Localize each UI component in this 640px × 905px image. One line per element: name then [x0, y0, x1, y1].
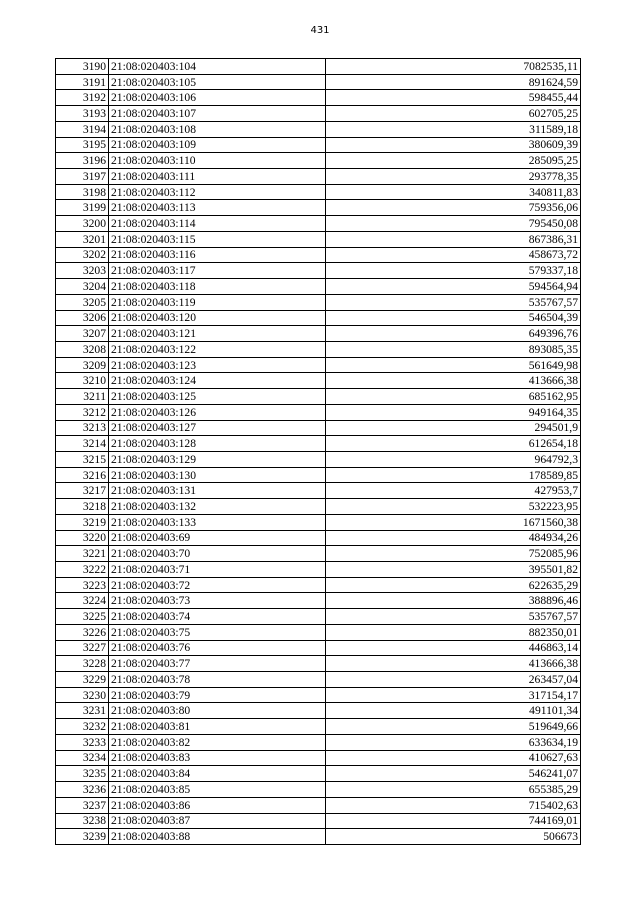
table-row — [56, 562, 581, 578]
table-row — [56, 656, 581, 672]
table-row — [56, 420, 581, 436]
cadastral-number-cell: 21:08:020403:104 — [109, 59, 326, 75]
table-row — [56, 703, 581, 719]
row-number-cell: 3236 — [56, 782, 109, 798]
row-number-cell: 3217 — [56, 483, 109, 499]
cadastral-value-cell: 602705,25 — [326, 106, 581, 122]
row-number-cell: 3231 — [56, 703, 109, 719]
cadastral-number-cell: 21:08:020403:131 — [109, 483, 326, 499]
row-number-cell: 3201 — [56, 231, 109, 247]
cadastral-number-cell: 21:08:020403:70 — [109, 546, 326, 562]
cadastral-number-cell: 21:08:020403:74 — [109, 609, 326, 625]
cadastral-number-cell: 21:08:020403:84 — [109, 766, 326, 782]
table-row — [56, 121, 581, 137]
table-row — [56, 499, 581, 515]
cadastral-value-cell: 446863,14 — [326, 640, 581, 656]
cadastral-number-cell: 21:08:020403:128 — [109, 436, 326, 452]
cadastral-number-cell: 21:08:020403:121 — [109, 326, 326, 342]
row-number-cell: 3235 — [56, 766, 109, 782]
cadastral-number-cell: 21:08:020403:72 — [109, 577, 326, 593]
table-row — [56, 373, 581, 389]
cadastral-number-cell: 21:08:020403:124 — [109, 373, 326, 389]
table-row — [56, 294, 581, 310]
cadastral-value-cell: 893085,35 — [326, 341, 581, 357]
row-number-cell: 3198 — [56, 184, 109, 200]
row-number-cell: 3216 — [56, 467, 109, 483]
cadastral-number-cell: 21:08:020403:130 — [109, 467, 326, 483]
cadastral-value-cell: 759356,06 — [326, 200, 581, 216]
cadastral-number-cell: 21:08:020403:114 — [109, 216, 326, 232]
table-row — [56, 74, 581, 90]
table-row — [56, 782, 581, 798]
table-row — [56, 734, 581, 750]
cadastral-value-cell: 317154,17 — [326, 687, 581, 703]
cadastral-number-cell: 21:08:020403:123 — [109, 357, 326, 373]
cadastral-number-cell: 21:08:020403:108 — [109, 121, 326, 137]
row-number-cell: 3204 — [56, 279, 109, 295]
row-number-cell: 3229 — [56, 672, 109, 688]
cadastral-value-cell: 867386,31 — [326, 231, 581, 247]
cadastral-value-cell: 293778,35 — [326, 169, 581, 185]
cadastral-value-cell: 388896,46 — [326, 593, 581, 609]
row-number-cell: 3191 — [56, 74, 109, 90]
cadastral-number-cell: 21:08:020403:105 — [109, 74, 326, 90]
table-row — [56, 404, 581, 420]
row-number-cell: 3230 — [56, 687, 109, 703]
cadastral-number-cell: 21:08:020403:78 — [109, 672, 326, 688]
row-number-cell: 3207 — [56, 326, 109, 342]
cadastral-number-cell: 21:08:020403:80 — [109, 703, 326, 719]
cadastral-value-cell: 178589,85 — [326, 467, 581, 483]
row-number-cell: 3228 — [56, 656, 109, 672]
cadastral-value-cell: 410627,63 — [326, 750, 581, 766]
row-number-cell: 3190 — [56, 59, 109, 75]
row-number-cell: 3199 — [56, 200, 109, 216]
row-number-cell: 3237 — [56, 797, 109, 813]
cadastral-number-cell: 21:08:020403:115 — [109, 231, 326, 247]
row-number-cell: 3209 — [56, 357, 109, 373]
cadastral-value-cell: 633634,19 — [326, 734, 581, 750]
table-row — [56, 577, 581, 593]
row-number-cell: 3208 — [56, 341, 109, 357]
cadastral-number-cell: 21:08:020403:122 — [109, 341, 326, 357]
table-row — [56, 357, 581, 373]
cadastral-value-cell: 964792,3 — [326, 451, 581, 467]
cadastral-value-cell: 380609,39 — [326, 137, 581, 153]
cadastral-value-cell: 949164,35 — [326, 404, 581, 420]
cadastral-value-cell: 795450,08 — [326, 216, 581, 232]
cadastral-value-cell: 519649,66 — [326, 719, 581, 735]
table-row — [56, 153, 581, 169]
cadastral-number-cell: 21:08:020403:76 — [109, 640, 326, 656]
cadastral-value-cell: 491101,34 — [326, 703, 581, 719]
cadastral-value-cell: 612654,18 — [326, 436, 581, 452]
row-number-cell: 3203 — [56, 263, 109, 279]
row-number-cell: 3205 — [56, 294, 109, 310]
row-number-cell: 3197 — [56, 169, 109, 185]
cadastral-value-cell: 622635,29 — [326, 577, 581, 593]
row-number-cell: 3194 — [56, 121, 109, 137]
cadastral-value-cell: 427953,7 — [326, 483, 581, 499]
cadastral-value-cell: 413666,38 — [326, 373, 581, 389]
row-number-cell: 3226 — [56, 624, 109, 640]
cadastral-value-cell: 535767,57 — [326, 294, 581, 310]
cadastral-value-cell: 649396,76 — [326, 326, 581, 342]
table-row — [56, 59, 581, 75]
table-row — [56, 310, 581, 326]
cadastral-number-cell: 21:08:020403:85 — [109, 782, 326, 798]
table-row — [56, 514, 581, 530]
cadastral-value-cell: 685162,95 — [326, 389, 581, 405]
row-number-cell: 3238 — [56, 813, 109, 829]
row-number-cell: 3239 — [56, 829, 109, 845]
row-number-cell: 3219 — [56, 514, 109, 530]
row-number-cell: 3222 — [56, 562, 109, 578]
cadastral-number-cell: 21:08:020403:82 — [109, 734, 326, 750]
table-row — [56, 451, 581, 467]
cadastral-number-cell: 21:08:020403:127 — [109, 420, 326, 436]
cadastral-number-cell: 21:08:020403:69 — [109, 530, 326, 546]
cadastral-number-cell: 21:08:020403:77 — [109, 656, 326, 672]
table-body — [56, 59, 581, 845]
cadastral-value-cell: 715402,63 — [326, 797, 581, 813]
cadastral-value-cell: 340811,83 — [326, 184, 581, 200]
cadastral-value-cell: 7082535,11 — [326, 59, 581, 75]
cadastral-value-cell: 891624,59 — [326, 74, 581, 90]
table-row — [56, 137, 581, 153]
cadastral-number-cell: 21:08:020403:133 — [109, 514, 326, 530]
table-row — [56, 184, 581, 200]
cadastral-number-cell: 21:08:020403:79 — [109, 687, 326, 703]
table-row — [56, 483, 581, 499]
row-number-cell: 3195 — [56, 137, 109, 153]
table-row — [56, 546, 581, 562]
cadastral-value-cell: 561649,98 — [326, 357, 581, 373]
cadastral-number-cell: 21:08:020403:111 — [109, 169, 326, 185]
row-number-cell: 3232 — [56, 719, 109, 735]
cadastral-value-cell: 311589,18 — [326, 121, 581, 137]
row-number-cell: 3227 — [56, 640, 109, 656]
cadastral-value-table — [55, 58, 581, 845]
cadastral-value-cell: 484934,26 — [326, 530, 581, 546]
row-number-cell: 3206 — [56, 310, 109, 326]
row-number-cell: 3233 — [56, 734, 109, 750]
table-row — [56, 200, 581, 216]
row-number-cell: 3234 — [56, 750, 109, 766]
cadastral-number-cell: 21:08:020403:119 — [109, 294, 326, 310]
row-number-cell: 3221 — [56, 546, 109, 562]
cadastral-number-cell: 21:08:020403:118 — [109, 279, 326, 295]
cadastral-value-cell: 413666,38 — [326, 656, 581, 672]
cadastral-value-cell: 285095,25 — [326, 153, 581, 169]
row-number-cell: 3225 — [56, 609, 109, 625]
table-row — [56, 640, 581, 656]
cadastral-value-cell: 655385,29 — [326, 782, 581, 798]
row-number-cell: 3212 — [56, 404, 109, 420]
row-number-cell: 3196 — [56, 153, 109, 169]
table-row — [56, 90, 581, 106]
cadastral-value-cell: 263457,04 — [326, 672, 581, 688]
row-number-cell: 3210 — [56, 373, 109, 389]
cadastral-number-cell: 21:08:020403:106 — [109, 90, 326, 106]
row-number-cell: 3193 — [56, 106, 109, 122]
cadastral-value-cell: 532223,95 — [326, 499, 581, 515]
row-number-cell: 3224 — [56, 593, 109, 609]
table-row — [56, 530, 581, 546]
table-row — [56, 389, 581, 405]
row-number-cell: 3220 — [56, 530, 109, 546]
row-number-cell: 3218 — [56, 499, 109, 515]
table-row — [56, 797, 581, 813]
cadastral-number-cell: 21:08:020403:71 — [109, 562, 326, 578]
cadastral-value-cell: 458673,72 — [326, 247, 581, 263]
table-row — [56, 279, 581, 295]
cadastral-value-cell: 594564,94 — [326, 279, 581, 295]
cadastral-number-cell: 21:08:020403:81 — [109, 719, 326, 735]
cadastral-number-cell: 21:08:020403:120 — [109, 310, 326, 326]
table-row — [56, 231, 581, 247]
table-row — [56, 216, 581, 232]
row-number-cell: 3192 — [56, 90, 109, 106]
table-row — [56, 106, 581, 122]
cadastral-value-cell: 535767,57 — [326, 609, 581, 625]
table-row — [56, 247, 581, 263]
table-row — [56, 624, 581, 640]
row-number-cell: 3202 — [56, 247, 109, 263]
table-row — [56, 326, 581, 342]
cadastral-number-cell: 21:08:020403:126 — [109, 404, 326, 420]
table-row — [56, 672, 581, 688]
cadastral-number-cell: 21:08:020403:117 — [109, 263, 326, 279]
table-row — [56, 766, 581, 782]
table-row — [56, 609, 581, 625]
cadastral-number-cell: 21:08:020403:73 — [109, 593, 326, 609]
table-row — [56, 436, 581, 452]
cadastral-number-cell: 21:08:020403:107 — [109, 106, 326, 122]
row-number-cell: 3213 — [56, 420, 109, 436]
cadastral-number-cell: 21:08:020403:87 — [109, 813, 326, 829]
cadastral-number-cell: 21:08:020403:75 — [109, 624, 326, 640]
cadastral-number-cell: 21:08:020403:86 — [109, 797, 326, 813]
cadastral-value-cell: 1671560,38 — [326, 514, 581, 530]
cadastral-value-cell: 579337,18 — [326, 263, 581, 279]
cadastral-number-cell: 21:08:020403:88 — [109, 829, 326, 845]
table-row — [56, 829, 581, 845]
cadastral-value-cell: 395501,82 — [326, 562, 581, 578]
cadastral-value-cell: 546241,07 — [326, 766, 581, 782]
table-row — [56, 813, 581, 829]
cadastral-number-cell: 21:08:020403:113 — [109, 200, 326, 216]
row-number-cell: 3215 — [56, 451, 109, 467]
cadastral-number-cell: 21:08:020403:83 — [109, 750, 326, 766]
cadastral-number-cell: 21:08:020403:125 — [109, 389, 326, 405]
row-number-cell: 3211 — [56, 389, 109, 405]
table-row — [56, 750, 581, 766]
cadastral-number-cell: 21:08:020403:129 — [109, 451, 326, 467]
cadastral-value-cell: 752085,96 — [326, 546, 581, 562]
cadastral-number-cell: 21:08:020403:110 — [109, 153, 326, 169]
table-row — [56, 719, 581, 735]
cadastral-number-cell: 21:08:020403:112 — [109, 184, 326, 200]
cadastral-number-cell: 21:08:020403:132 — [109, 499, 326, 515]
table-row — [56, 263, 581, 279]
cadastral-value-cell: 294501,9 — [326, 420, 581, 436]
cadastral-value-cell: 546504,39 — [326, 310, 581, 326]
table-row — [56, 341, 581, 357]
cadastral-value-cell: 744169,01 — [326, 813, 581, 829]
page-number: 431 — [310, 25, 330, 36]
row-number-cell: 3223 — [56, 577, 109, 593]
cadastral-value-cell: 882350,01 — [326, 624, 581, 640]
table-row — [56, 467, 581, 483]
table-row — [56, 687, 581, 703]
cadastral-number-cell: 21:08:020403:116 — [109, 247, 326, 263]
cadastral-number-cell: 21:08:020403:109 — [109, 137, 326, 153]
table-row — [56, 169, 581, 185]
cadastral-value-cell: 598455,44 — [326, 90, 581, 106]
row-number-cell: 3214 — [56, 436, 109, 452]
row-number-cell: 3200 — [56, 216, 109, 232]
cadastral-value-cell: 506673 — [326, 829, 581, 845]
table-row — [56, 593, 581, 609]
